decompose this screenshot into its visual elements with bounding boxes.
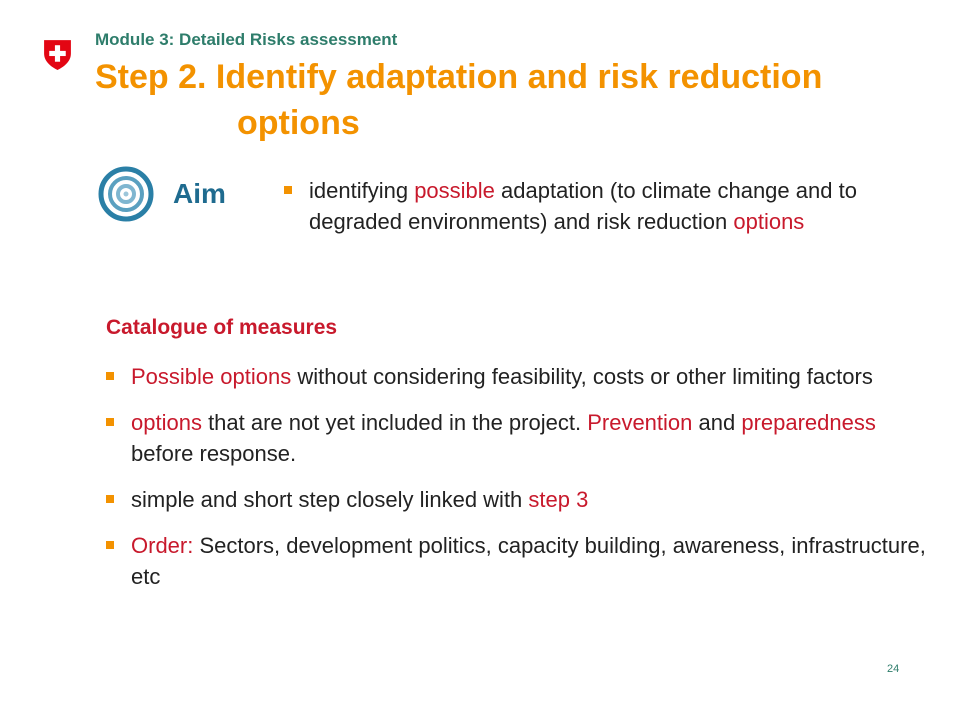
body-text: adaptation (to climate change and to degraded environments) and risk reduction <box>309 178 857 234</box>
catalogue-heading: Catalogue of measures <box>106 316 338 339</box>
list-item <box>106 407 926 469</box>
highlight-text: Order: <box>131 533 194 558</box>
list-item-text <box>131 407 926 469</box>
highlight-text: options <box>131 410 202 435</box>
bullet-square-icon <box>106 541 114 549</box>
slide-title <box>95 54 915 146</box>
list-item <box>106 530 926 592</box>
bullet-square-icon <box>106 372 114 380</box>
target-icon <box>98 166 154 222</box>
catalogue-list <box>106 361 926 607</box>
list-item <box>106 361 926 392</box>
bullet-square-icon <box>106 418 114 426</box>
body-text: and <box>692 410 742 435</box>
list-item-text <box>131 530 926 592</box>
swiss-flag-icon <box>41 38 74 71</box>
highlight-text: Possible options <box>131 364 292 389</box>
aim-bullet <box>284 175 914 237</box>
list-item-text <box>131 361 926 392</box>
module-label: Module 3: Detailed Risks assessment <box>95 30 398 49</box>
highlight-text: Prevention <box>587 410 693 435</box>
aim-bullet-text <box>309 175 914 237</box>
slide-title-line2: options <box>237 104 360 142</box>
highlight-text: options <box>733 209 805 234</box>
body-text: identifying <box>309 178 415 203</box>
body-text: simple and short step closely linked with <box>131 487 529 512</box>
highlight-text: step 3 <box>528 487 589 512</box>
list-item-text <box>131 484 926 515</box>
body-text: Sectors, development politics, capacity building, awareness, infrastructure, etc <box>131 533 926 589</box>
highlight-text: preparedness <box>741 410 876 435</box>
body-text: before response. <box>131 441 297 466</box>
list-item <box>106 484 926 515</box>
aim-label: Aim <box>173 178 226 209</box>
body-text: without considering feasibility, costs or other limiting factors <box>291 364 873 389</box>
page-number: 24 <box>887 663 900 675</box>
slide-title-line1: Step 2. Identify adaptation and risk reduction <box>95 58 823 96</box>
bullet-square-icon <box>106 495 114 503</box>
bullet-square-icon <box>284 186 292 194</box>
body-text: that are not yet included in the project. <box>201 410 588 435</box>
highlight-text: possible <box>414 178 495 203</box>
aim-description <box>284 175 914 237</box>
